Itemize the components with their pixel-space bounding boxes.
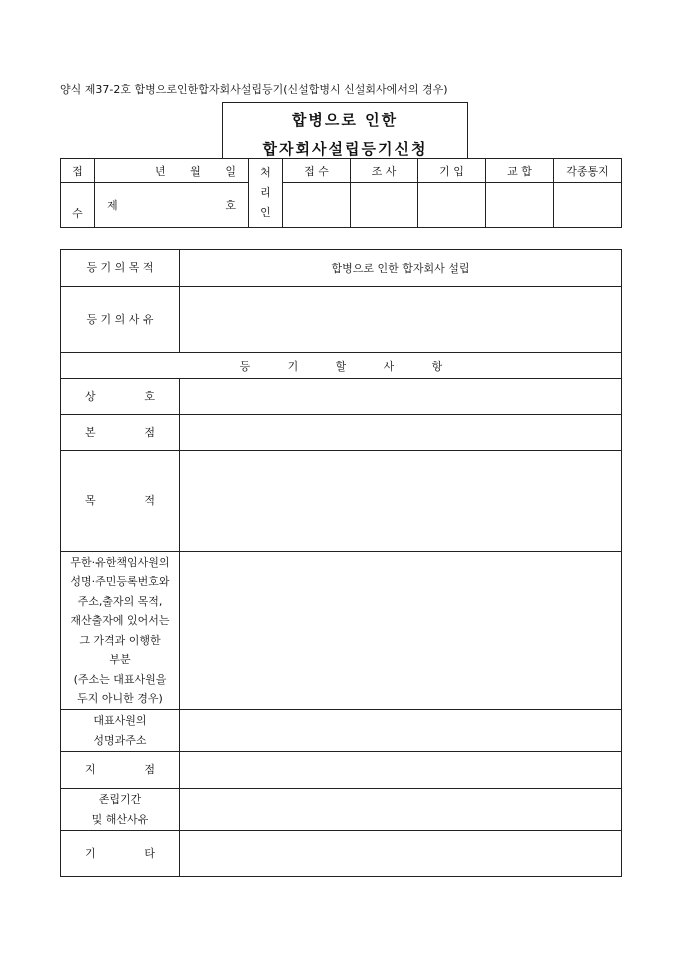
processor-label bbox=[249, 159, 283, 228]
head-office-label bbox=[61, 415, 180, 451]
processor-char-2: 리 bbox=[260, 186, 271, 199]
partners-line-3: 주소,출자의 목적, bbox=[77, 594, 163, 608]
check-stamp-cell[interactable] bbox=[486, 183, 554, 228]
partners-line-5: 그 가격과 이행한 bbox=[79, 633, 161, 647]
partners-label bbox=[61, 552, 180, 710]
section-char-3: 할 bbox=[335, 359, 347, 373]
branch-char-1: 지 bbox=[85, 763, 96, 776]
partners-field[interactable] bbox=[180, 552, 622, 710]
col-header-entry: 기 입 bbox=[418, 159, 486, 183]
purpose-value[interactable]: 합병으로 인한 합자회사 설립 bbox=[180, 250, 622, 287]
head-office-char-2: 점 bbox=[144, 425, 155, 439]
form-title bbox=[222, 102, 468, 158]
entry-stamp-cell[interactable] bbox=[418, 183, 486, 228]
processor-char-1: 처 bbox=[260, 166, 271, 179]
head-office-field[interactable] bbox=[180, 415, 622, 451]
duration-label bbox=[61, 789, 180, 831]
partners-line-8: 두지 아니한 경우) bbox=[77, 692, 163, 705]
section-char-4: 사 bbox=[383, 359, 395, 373]
receipt-processing-table bbox=[60, 158, 622, 228]
receipt-label-jeop: 접 bbox=[61, 159, 95, 183]
title-line-2: 합자회사설립등기신청 bbox=[262, 140, 428, 158]
registration-details-table bbox=[60, 249, 622, 877]
section-char-5: 항 bbox=[431, 359, 443, 373]
col-header-notices: 각종통지 bbox=[554, 159, 622, 183]
objects-char-2: 적 bbox=[144, 494, 155, 507]
year-label: 년 bbox=[155, 164, 166, 178]
partners-line-4: 재산출자에 있어서는 bbox=[70, 614, 170, 627]
branch-label bbox=[61, 752, 180, 789]
receipt-label-su: 수 bbox=[61, 183, 95, 228]
duration-field[interactable] bbox=[180, 789, 622, 831]
partners-line-2: 성명·주민등록번호와 bbox=[70, 575, 170, 588]
notices-stamp-cell[interactable] bbox=[554, 183, 622, 228]
head-office-char-1: 본 bbox=[85, 425, 96, 439]
branch-field[interactable] bbox=[180, 752, 622, 789]
duration-line-2: 및 해산사유 bbox=[91, 812, 149, 826]
section-char-1: 등 bbox=[239, 359, 251, 373]
partners-line-1: 무한·유한책임사원의 bbox=[70, 555, 170, 569]
representative-line-1: 대표사원의 bbox=[93, 713, 147, 727]
reason-label: 등 기 의 사 유 bbox=[61, 287, 180, 353]
etc-char-1: 기 bbox=[85, 846, 96, 860]
col-header-check: 교 합 bbox=[486, 159, 554, 183]
col-header-review: 조 사 bbox=[351, 159, 418, 183]
representative-field[interactable] bbox=[180, 710, 622, 752]
etc-label bbox=[61, 831, 180, 877]
col-header-receipt: 접 수 bbox=[283, 159, 351, 183]
reason-field[interactable] bbox=[180, 287, 622, 353]
trade-name-field[interactable] bbox=[180, 379, 622, 415]
processor-char-3: 인 bbox=[260, 206, 271, 219]
duration-line-1: 존립기간 bbox=[98, 792, 142, 806]
objects-label bbox=[61, 451, 180, 552]
number-ho-label: 호 bbox=[225, 199, 236, 212]
number-je-label: 제 bbox=[107, 199, 118, 212]
partners-line-7: (주소는 대표사원을 bbox=[73, 672, 167, 686]
review-stamp-cell[interactable] bbox=[351, 183, 418, 228]
month-label: 월 bbox=[190, 164, 201, 178]
representative-label bbox=[61, 710, 180, 752]
representative-line-2: 성명과주소 bbox=[93, 733, 147, 747]
objects-field[interactable] bbox=[180, 451, 622, 552]
trade-name-char-1: 상 bbox=[85, 389, 96, 403]
title-line-1: 합병으로 인한 bbox=[291, 111, 399, 129]
etc-field[interactable] bbox=[180, 831, 622, 877]
receipt-date-cell[interactable] bbox=[95, 159, 249, 183]
objects-char-1: 목 bbox=[85, 494, 96, 507]
form-number-header: 양식 제37-2호 합병으로인한합자회사설립등기(신설합병시 신설회사에서의 경우) bbox=[60, 83, 448, 96]
receipt-stamp-cell[interactable] bbox=[283, 183, 351, 228]
section-char-2: 기 bbox=[287, 359, 299, 373]
branch-char-2: 점 bbox=[144, 763, 155, 776]
day-label: 일 bbox=[225, 164, 236, 178]
trade-name-char-2: 호 bbox=[144, 389, 155, 403]
partners-line-6: 부분 bbox=[109, 653, 131, 666]
purpose-label: 등 기 의 목 적 bbox=[61, 250, 180, 287]
etc-char-2: 타 bbox=[144, 846, 155, 860]
section-title bbox=[61, 353, 622, 379]
trade-name-label bbox=[61, 379, 180, 415]
receipt-number-cell[interactable] bbox=[95, 183, 249, 228]
